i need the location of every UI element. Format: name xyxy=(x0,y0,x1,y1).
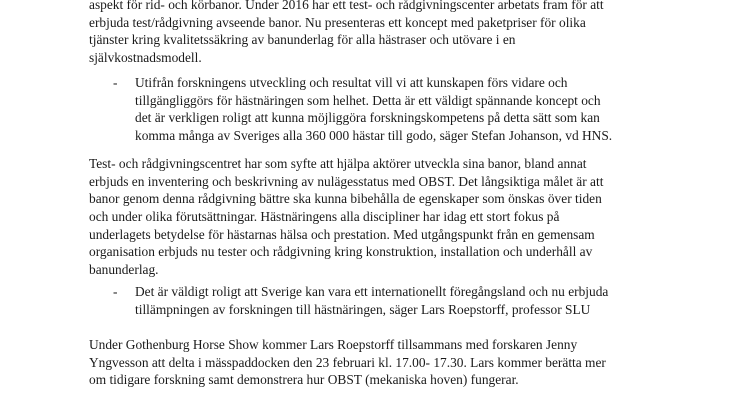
gothenburg-horse-show-paragraph xyxy=(89,336,689,389)
text-line: tjänster kring kvalitetssäkring av banunderlag för alla hästraser och utövare i en xyxy=(89,32,516,48)
text-line: organisation erbjuds nu tester och rådgivning kring konstruktion, installation och underhåll av xyxy=(89,244,593,260)
test-center-paragraph xyxy=(89,155,689,279)
bullet-dash: - xyxy=(113,75,118,90)
text-line: självkostnadsmodell. xyxy=(89,50,202,66)
quote-line: Utifrån forskningens utveckling och resultat vill vi att kunskapen förs vidare och xyxy=(135,75,568,90)
intro-paragraph xyxy=(89,0,689,67)
text-line: om tidigare forskning samt demonstrera hur OBST (mekaniska hoven) fungerar. xyxy=(89,372,519,388)
quote-lars-roepstorff xyxy=(113,283,713,318)
text-line: banor genom denna rådgivning bättre ska kunna bibehålla de egenskaper som önskas över tiden xyxy=(89,191,602,207)
text-line: aspekt för rid- och körbanor. Under 2016 har ett test- och rådgivningscenter arbetats fram för att xyxy=(89,0,604,12)
text-line: Yngvesson att delta i mässpaddocken den 23 februari kl. 17.00- 17.30. Lars kommer berätta mer xyxy=(89,354,606,370)
text-line: och under olika förutsättningar. Hästnäringens alla discipliner har idag ett stort fokus på xyxy=(89,209,560,225)
text-line: underlagets betydelse för hästarnas hälsa och prestation. Med utgångspunkt från en gemensam xyxy=(89,226,595,242)
quote-line: tillgängliggörs för hästnäringen som helhet. Detta är ett väldigt spännande koncept och xyxy=(135,92,601,108)
text-line: Under Gothenburg Horse Show kommer Lars Roepstorff tillsammans med forskaren Jenny xyxy=(89,337,578,352)
quote-line: det är verkligen roligt att kunna möjliggöra forskningskompetens på detta sätt som kan xyxy=(135,110,600,126)
text-line: banunderlag. xyxy=(89,262,159,278)
text-line: Test- och rådgivningscentret har som syfte att hjälpa aktörer utveckla sina banor, bland annat xyxy=(89,156,587,171)
bullet-dash: - xyxy=(113,284,118,299)
text-line: erbjuds en inventering och beskrivning av nulägesstatus med OBST. Det långsiktiga målet är att xyxy=(89,173,604,189)
quote-line: Det är väldigt roligt att Sverige kan vara ett internationellt föregångsland och nu erbjuda xyxy=(135,284,609,299)
text-line: erbjuda test/rådgivning avseende banor. Nu presenteras ett koncept med paketpriser för olika xyxy=(89,14,586,30)
quote-line: komma många av Sveriges alla 360 000 hästar till godo, säger Stefan Johanson, vd HNS. xyxy=(135,128,613,144)
quote-stefan-johanson xyxy=(113,74,713,145)
quote-line: tillämpningen av forskningen till hästnäringen, säger Lars Roepstorff, professor SLU xyxy=(135,301,591,317)
